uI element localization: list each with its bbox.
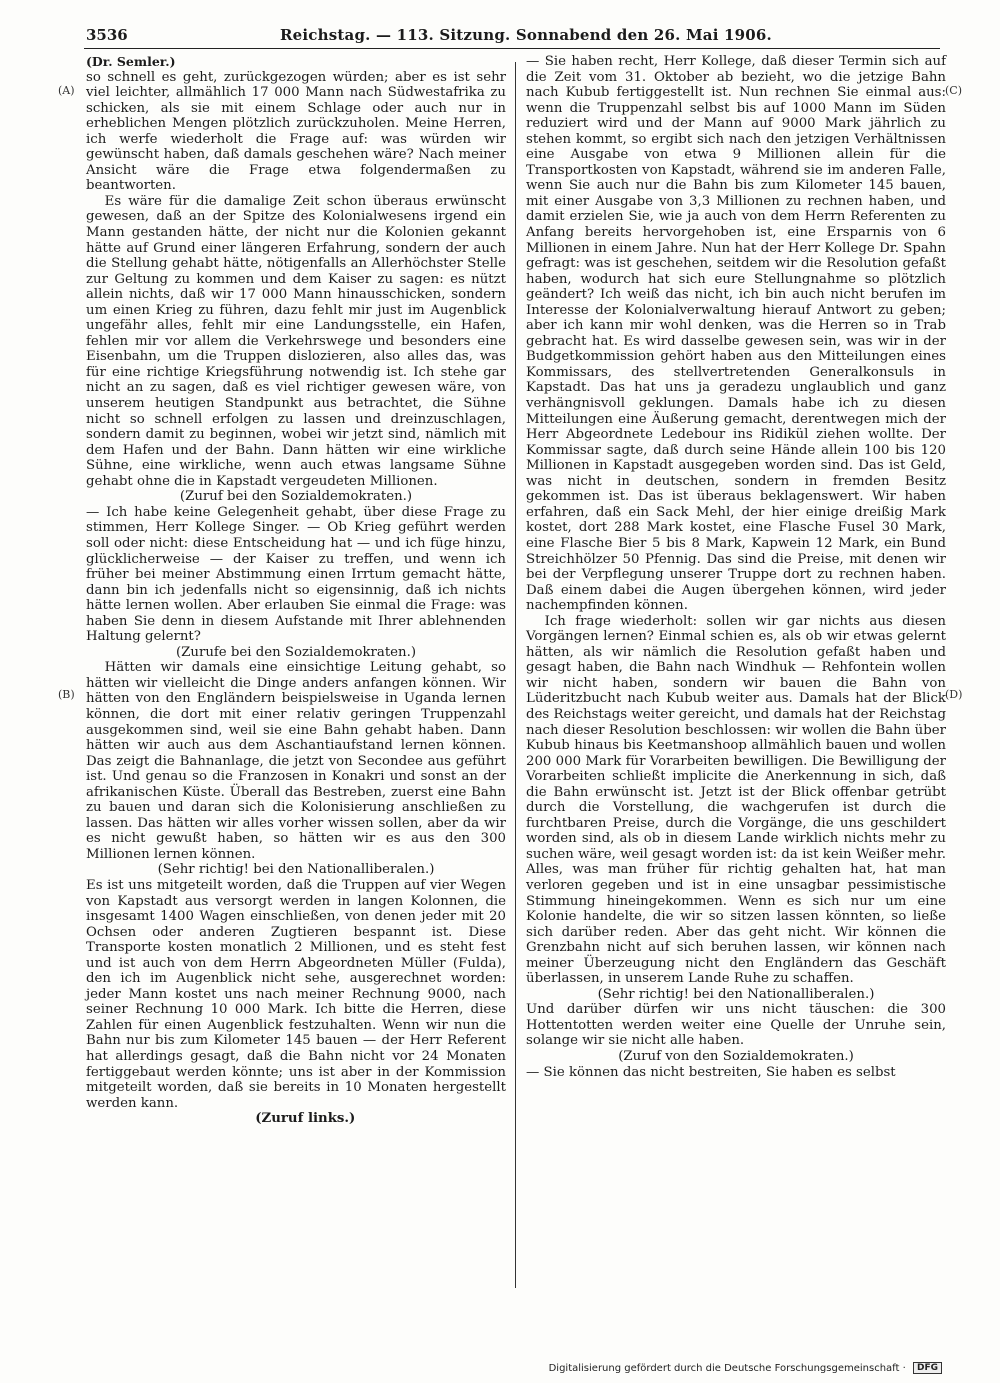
paragraph: — Sie haben recht, Herr Kollege, daß dieser Termin sich auf die Zeit vom 31. Oktober ab bezieht, wo die jetzige Bahn nach Kubub fertiggestellt ist. Nun rechnen Sie einmal aus: wenn die Truppenzahl selbst bis auf 1000 Mann im Süden reduziert wird und der Mann auf 9000 Mark jährlich zu stehen kommt, so ergibt sich nach den jetzigen Verhältnissen eine Ausgabe von etwa 9 Millionen allein für die Transportkosten von Kapstadt, während sie im anderen Falle, wenn Sie auch nur die Bahn bis zum Kilometer 145 bauen, mit einer Ausgabe von 3,3 Millionen zu rechnen haben, und damit erzielen Sie, wie ja auch von dem Herrn Referenten zu Anfang bereits hervorgehoben ist, eine Ersparnis von 6 Millionen in einem Jahre. Nun hat der Herr Kollege Dr. Spahn gefragt: was ist geschehen, seitdem wir die Resolution gefaßt haben, wodurch hat sich eure Stellungnahme so plötzlich geändert? Ich weiß das nicht, ich bin auch nicht berufen im Interesse der Kolonialverwaltung hierauf Antwort zu geben; aber ich kann mir wohl denken, was die Herren so in Trab gebracht hat. Es wird dasselbe gewesen sein, was wir in der Budgetkommission gehört haben aus den Mitteilungen eines Kommissars, des stellvertretenden Generalkonsuls in Kapstadt. Das hat uns ja geradezu unglaublich und ganz verhängnisvoll geklungen. Damals habe ich zu diesen Mitteilungen eine Äußerung gemacht, derentwegen mich der Herr Abgeordnete Ledebour ins Ridikül ziehen wollte. Der Kommissar sagte, daß durch seine Hände allein 100 bis 120 Millionen in Kapstadt ausgegeben worden sind. Das ist Geld, was nicht in deutschen, sondern in fremden Besitz gekommen ist. Das ist überaus beklagenswert. Wir haben erfahren, daß ein Sack Mehl, der hier einige dreißig Mark kostet, dort 288 Mark kostet, eine Flasche Fusel 30 Mark, eine Flasche Bier 5 bis 8 Mark, Kapwein 12 Mark, ein Bund Streichhölzer 50 Pfennig. Das sind die Preise, mit denen wir bei der Verpflegung unserer Truppe dort zu rechnen haben. Daß einem dabei die Augen übergehen können, wird jeder nachempfinden können. xyxy=(526,54,946,614)
paragraph: Hätten wir damals eine einsichtige Leitung gehabt, so hätten wir vielleicht die Dinge anders anfangen können. Wir hätten von den Engländern beispielsweise in Uganda lernen können, die dort mit einer relativ geringen Truppenzahl ausgekommen sind, weil sie eine Bahn gehabt haben. Dann hätten wir auch aus dem Aschantiaufstand lernen können. Das zeigt die Bahnanlage, die jetzt von Secondee aus geführt ist. Und genau so die Franzosen in Konakri und sonst an der afrikanischen Küste. Überall das Bestreben, zuerst eine Bahn zu bauen und daran sich die Kolonisierung anschließen zu lassen. Das hätten wir alles vorher wissen sollen, aber da wir es nicht gewußt haben, so hätten wir es aus den 300 Millionen lernen können. xyxy=(86,660,506,862)
speaker-label: (Dr. Semler.) xyxy=(86,54,176,69)
paragraph: Es wäre für die damalige Zeit schon überaus erwünscht gewesen, daß an der Spitze des Kolonialwesens irgend ein Mann gestanden hätte, der nicht nur die Kolonien gekannt hätte auf Grund einer längeren Erfahrung, sondern der auch die Stellung gehabt hätte, nötigenfalls an Allerhöchster Stelle zur Geltung zu kommen und dem Kaiser zu sagen: es nützt allein nichts, daß wir 17 000 Mann hinausschicken, sondern um einen Krieg zu führen, dazu fehlt mir just im Augenblick ungefähr alles, fehlt mir eine Landungsstelle, ein Hafen, fehlen mir vor allem die Verkehrswege und besonders eine Eisenbahn, um die Truppen dislozieren, also alles das, was für eine richtige Kriegsführung notwendig ist. Ich stehe gar nicht an zu sagen, daß es viel richtiger gewesen wäre, von unserem heutigen Standpunkt aus betrachtet, die Sühne nicht so schnell erfolgen zu lassen und dreinzuschlagen, sondern damit zu beginnen, wobei wir jetzt sind, nämlich mit dem Hafen und der Bahn. Dann hätten wir eine wirkliche Sühne, eine wirkliche, wenn auch etwas langsame Sühne gehabt ohne die in Kapstadt vergeudeten Millionen. xyxy=(86,193,506,489)
paragraph: Und darüber dürfen wir uns nicht täuschen: die 300 Hottentotten werden weiter eine Quelle der Unruhe sein, solange wir sie nicht alle haben. xyxy=(526,1002,946,1049)
dfg-logo: DFG xyxy=(913,1362,942,1374)
footer-text: Digitalisierung gefördert durch die Deutsche Forschungsgemeinschaft · xyxy=(548,1363,906,1374)
paragraph: — Ich habe keine Gelegenheit gehabt, über diese Frage zu stimmen, Herr Kollege Singer. — Ob Krieg geführt werden soll oder nicht: diese Entscheidung hat — und ich füge hinzu, glücklicherweise — der Kaiser zu treffen, und wenn ich früher bei meiner Abstimmung einen Irrtum gemacht hätte, dann bin ich jedenfalls nicht so eigensinnig, daß ich nichts hätte lernen wollen. Aber erlauben Sie einmal die Frage: was haben Sie denn in diesem Aufstande mit Ihrer ablehnenden Haltung gelernt? xyxy=(86,504,506,645)
paragraph: so schnell es geht, zurückgezogen würden; aber es ist sehr viel leichter, allmählich 17 000 Mann nach Südwestafrika zu schicken, als sie mit einem Schlage oder auch nur in erheblichen Mengen plötzlich zurückzuholen. Meine Herren, ich werfe wiederholt die Frage auf: was würden wir gewünscht haben, daß damals geschehen wäre? Nach meiner Ansicht wäre die Frage etwa folgendermaßen zu beantworten. xyxy=(86,69,506,194)
footer-credit xyxy=(549,1362,942,1374)
column-divider xyxy=(515,62,516,1288)
margin-mark-d: (D) xyxy=(945,688,963,701)
interjection: (Zuruf von den Sozialdemokraten.) xyxy=(618,1049,854,1064)
page-number: 3536 xyxy=(86,26,128,44)
paragraph: Ich frage wiederholt: sollen wir gar nichts aus diesen Vorgängen lernen? Einmal schien es, als ob wir etwas gelernt hätten, als wir nämlich die Resolution gefaßt haben und gesagt haben, die Bahn nach Windhuk — Rehfontein wollen wir nicht haben, sondern wir bauen die Bahn von Lüderitzbucht nach Kubub weiter aus. Damals hat der Blick des Reichstags weiter gereicht, und damals hat der Reichstag nach dieser Resolution beschlossen: wir wollen die Bahn über Kubub hinaus bis Keetmanshoop allmählich bauen und wollen 200 000 Mark für Vorarbeiten bewilligen. Die Bewilligung der Vorarbeiten schließt implicite die Anerkennung in sich, daß die Bahn erwünscht ist. Jetzt ist der Blick offenbar getrübt durch die Vorstellung, die wachgerufen ist durch die furchtbaren Preise, durch die Vorgänge, die uns geschildert worden sind, als ob in diesem Lande wirklich nichts mehr zu suchen wäre, weil gesagt worden ist: da ist kein Weißer mehr. Alles, was man früher für richtig gehalten hat, hat man verloren gegeben und ist in eine unsagbar pessimistische Stimmung hineingekommen. Wenn es sich nur um eine Kolonie handelte, die wir so sitzen lassen könnten, so ließe sich darüber reden. Aber das geht nicht. Wir können die Grenzbahn nicht auf sich beruhen lassen, wir können nach meiner Überzeugung nicht den Engländern das Geschäft überlassen, in unserem Lande Ruhe zu schaffen. xyxy=(526,613,946,987)
paragraph: Es ist uns mitgeteilt worden, daß die Truppen auf vier Wegen von Kapstadt aus versorgt werden in langen Kolonnen, die insgesamt 1400 Wagen einschließen, von denen jeder mit 20 Ochsen oder anderen Zugtieren bespannt ist. Diese Transporte kosten monatlich 2 Millionen, und es steht fest und ist auch von dem Herrn Abgeordneten Müller (Fulda), den ich im Augenblick nicht sehe, ausgerechnet worden: jeder Mann kostet uns nach meiner Rechnung 9000, nach seiner Rechnung 10 000 Mark. Ich bitte die Herren, diese Zahlen für einen Augenblick festzuhalten. Wenn wir nun die Bahn nur bis zum Kilometer 145 bauen — der Herr Referent hat allerdings gesagt, daß die Bahn nicht vor 24 Monaten fertiggebaut werden könnte; uns ist aber in der Kommission mitgeteilt worden, daß sie bereits in 10 Monaten hergestellt werden kann. xyxy=(86,877,506,1111)
interjection: (Sehr richtig! bei den Nationalliberalen.) xyxy=(597,986,875,1002)
left-column xyxy=(86,54,506,1127)
paragraph: — Sie können das nicht bestreiten, Sie haben es selbst xyxy=(526,1064,896,1080)
interjection: (Sehr richtig! bei den Nationalliberalen.) xyxy=(157,862,435,878)
running-head: Reichstag. — 113. Sitzung. Sonnabend den 26. Mai 1906. xyxy=(280,26,772,44)
margin-mark-b: (B) xyxy=(58,688,75,701)
interjection: (Zurufe bei den Sozialdemokraten.) xyxy=(175,644,417,660)
right-column xyxy=(526,54,946,1080)
margin-mark-c: (C) xyxy=(945,84,962,97)
interjection: (Zuruf bei den Sozialdemokraten.) xyxy=(179,489,413,505)
margin-mark-a: (A) xyxy=(58,84,75,97)
header-rule xyxy=(84,48,940,49)
interjection: (Zuruf links.) xyxy=(255,1111,356,1127)
